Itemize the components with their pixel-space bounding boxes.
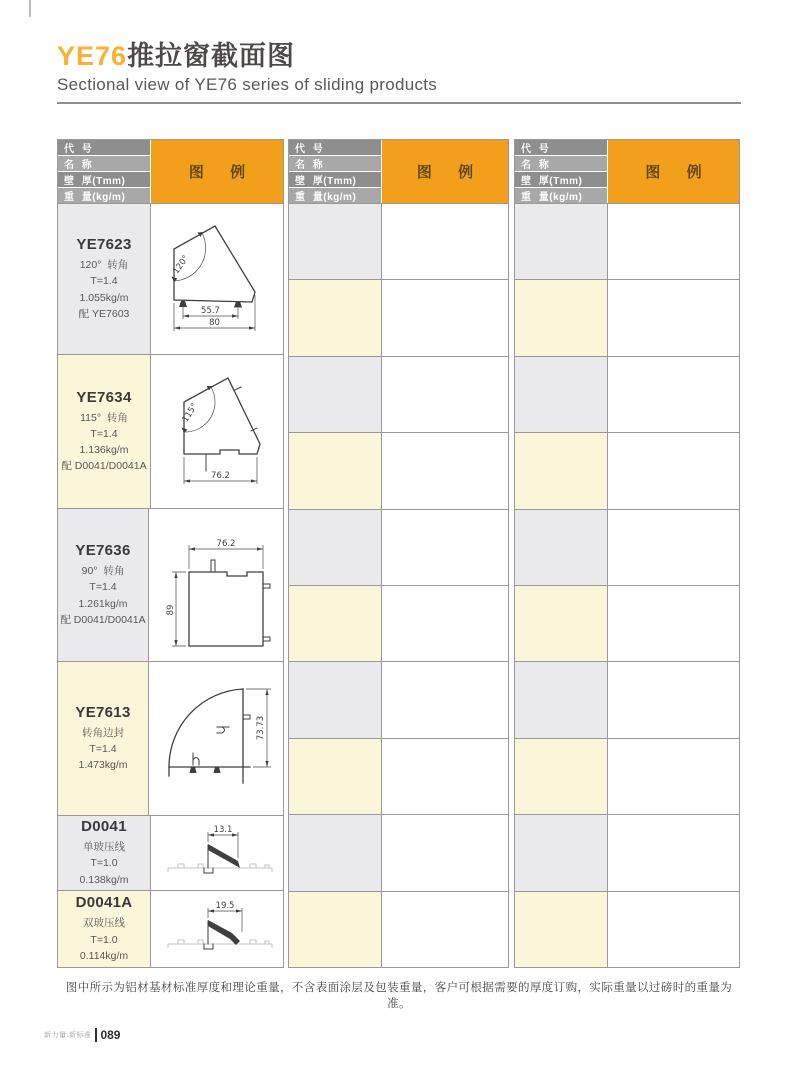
dim-label-top: 13.1 xyxy=(213,824,233,835)
empty-drawing-cell xyxy=(382,280,508,355)
header-cell-thickness: 壁 厚(Tmm) xyxy=(289,172,381,187)
header-cell-name: 名 称 xyxy=(515,156,607,171)
empty-row xyxy=(515,586,739,662)
product-drawing-cell xyxy=(149,662,283,814)
empty-drawing-cell xyxy=(382,739,508,814)
product-code: D0041A xyxy=(75,894,133,912)
empty-row xyxy=(289,662,508,738)
empty-info-cell xyxy=(289,662,382,737)
product-thickness: T=1.4 xyxy=(89,581,117,594)
table-1-header xyxy=(58,140,283,204)
empty-row xyxy=(289,815,508,891)
profile-drawing-ye7623 xyxy=(154,220,280,338)
dim-label-top: 76.2 xyxy=(216,539,236,549)
dim-label-angle: 120° xyxy=(171,253,192,277)
product-table-2 xyxy=(288,139,509,968)
header-label-column xyxy=(58,140,150,203)
empty-drawing-cell xyxy=(382,892,508,967)
empty-drawing-cell xyxy=(382,815,508,890)
product-name: 转角边封 xyxy=(82,726,124,739)
empty-row xyxy=(289,586,508,662)
table-3-body xyxy=(515,204,739,967)
profile-drawing-d0041 xyxy=(154,823,280,883)
empty-drawing-cell xyxy=(608,815,739,890)
empty-row xyxy=(289,892,508,967)
header-cell-thickness: 壁 厚(Tmm) xyxy=(58,172,150,187)
header-cell-weight: 重 量(kg/m) xyxy=(515,188,607,203)
empty-info-cell xyxy=(515,662,608,737)
empty-drawing-cell xyxy=(382,433,508,508)
empty-info-cell xyxy=(515,892,608,967)
product-table-1 xyxy=(57,139,284,968)
product-row-ye7623 xyxy=(58,204,283,355)
header-label-column xyxy=(515,140,607,203)
product-weight: 1.055kg/m xyxy=(79,291,129,304)
product-weight: 0.114kg/m xyxy=(79,949,129,962)
empty-row xyxy=(289,510,508,586)
product-code: D0041 xyxy=(81,818,127,836)
profile-drawing-ye7613 xyxy=(149,673,283,803)
empty-drawing-cell xyxy=(382,510,508,585)
product-info-d0041a xyxy=(58,891,151,967)
empty-row xyxy=(515,433,739,509)
product-row-ye7613 xyxy=(58,662,283,815)
dim-label-right: 73.73 xyxy=(256,716,266,741)
crop-mark xyxy=(29,0,31,17)
profile-drawing-ye7636 xyxy=(149,518,283,652)
empty-drawing-cell xyxy=(608,586,739,661)
product-pair: 配 D0041/D0041A xyxy=(60,613,146,626)
title-divider xyxy=(57,102,741,104)
page-title xyxy=(57,42,741,72)
product-pair: 配 YE7603 xyxy=(78,307,130,320)
empty-row xyxy=(515,892,739,967)
empty-row xyxy=(289,433,508,509)
dim-label-left: 89 xyxy=(166,604,176,616)
product-row-d0041a xyxy=(58,891,283,967)
product-code: YE7634 xyxy=(76,388,132,406)
product-drawing-cell xyxy=(151,816,283,891)
header-cell-name: 名 称 xyxy=(58,156,150,171)
dim-label-bottom: 76.2 xyxy=(211,470,230,481)
table-1-body xyxy=(58,204,283,967)
header-label-column xyxy=(289,140,381,203)
product-weight: 0.138kg/m xyxy=(79,873,129,886)
product-code: YE7623 xyxy=(76,236,132,254)
empty-row xyxy=(289,204,508,280)
empty-row xyxy=(515,510,739,586)
empty-info-cell xyxy=(515,433,608,508)
brand-slogan: 新力量.新标准 xyxy=(44,1032,92,1039)
header-cell-thickness: 壁 厚(Tmm) xyxy=(515,172,607,187)
empty-info-cell xyxy=(289,815,382,890)
empty-row xyxy=(515,662,739,738)
empty-drawing-cell xyxy=(608,892,739,967)
product-code: YE7636 xyxy=(75,541,131,559)
table-2-body xyxy=(289,204,508,967)
product-drawing-cell xyxy=(151,355,283,507)
header-cell-legend: 图 例 xyxy=(608,140,739,203)
empty-row xyxy=(515,280,739,356)
product-info-ye7636 xyxy=(58,509,149,661)
product-code: YE7613 xyxy=(75,703,131,721)
product-pair: 配 D0041/D0041A xyxy=(61,460,147,473)
empty-drawing-cell xyxy=(608,433,739,508)
empty-drawing-cell xyxy=(382,662,508,737)
empty-row xyxy=(515,204,739,280)
empty-row xyxy=(289,357,508,433)
product-name: 90° 转角 xyxy=(81,564,125,577)
empty-row xyxy=(515,357,739,433)
empty-row xyxy=(289,280,508,356)
product-drawing-cell xyxy=(151,204,283,354)
product-row-d0041 xyxy=(58,816,283,892)
product-name: 双玻压线 xyxy=(83,917,125,930)
product-thickness: T=1.0 xyxy=(90,857,118,870)
table-2-header xyxy=(289,140,508,204)
page-title-cn: 推拉窗截面图 xyxy=(127,41,296,71)
profile-drawing-d0041a xyxy=(154,899,280,959)
product-info-d0041 xyxy=(58,816,151,891)
product-info-ye7634 xyxy=(58,355,151,507)
header-cell-code: 代 号 xyxy=(289,140,381,155)
product-row-ye7636 xyxy=(58,509,283,662)
product-drawing-cell xyxy=(151,891,283,967)
header-cell-name: 名 称 xyxy=(289,156,381,171)
product-drawing-cell xyxy=(149,509,283,661)
empty-drawing-cell xyxy=(608,204,739,279)
page-footer xyxy=(44,1028,120,1042)
empty-drawing-cell xyxy=(382,204,508,279)
empty-drawing-cell xyxy=(382,586,508,661)
empty-info-cell xyxy=(289,510,382,585)
header-cell-weight: 重 量(kg/m) xyxy=(58,188,150,203)
profile-drawing-ye7634 xyxy=(154,370,280,494)
empty-info-cell xyxy=(289,204,382,279)
product-thickness: T=1.4 xyxy=(90,275,118,288)
empty-drawing-cell xyxy=(608,357,739,432)
product-name: 120° 转角 xyxy=(79,259,129,272)
dim-label-inner: 55.7 xyxy=(201,306,220,317)
page-number: 089 xyxy=(95,1028,120,1042)
empty-info-cell xyxy=(289,357,382,432)
product-weight: 1.136kg/m xyxy=(79,444,129,457)
empty-info-cell xyxy=(515,815,608,890)
product-thickness: T=1.4 xyxy=(90,427,118,440)
empty-info-cell xyxy=(515,280,608,355)
empty-info-cell xyxy=(289,586,382,661)
empty-info-cell xyxy=(515,357,608,432)
empty-drawing-cell xyxy=(608,739,739,814)
empty-info-cell xyxy=(515,586,608,661)
tables-area xyxy=(57,139,740,968)
header-cell-legend: 图 例 xyxy=(151,140,283,203)
header-cell-code: 代 号 xyxy=(515,140,607,155)
product-name: 单玻压线 xyxy=(83,841,125,854)
product-thickness: T=1.4 xyxy=(89,742,117,755)
empty-info-cell xyxy=(289,280,382,355)
empty-info-cell xyxy=(515,739,608,814)
empty-row xyxy=(289,739,508,815)
product-weight: 1.261kg/m xyxy=(78,597,128,610)
empty-row xyxy=(515,815,739,891)
dim-label-angle: 115° xyxy=(180,401,200,424)
empty-info-cell xyxy=(289,739,382,814)
footer-note: 图中所示为铝材基材标准厚度和理论重量，不含表面涂层及包装重量，客户可根据需要的厚度订购，实际重量以过磅时的重量为准。 xyxy=(65,982,733,1010)
header-cell-code: 代 号 xyxy=(58,140,150,155)
product-table-3 xyxy=(514,139,740,968)
empty-drawing-cell xyxy=(608,510,739,585)
empty-row xyxy=(515,739,739,815)
page-subtitle: Sectional view of YE76 series of sliding products xyxy=(57,74,438,94)
product-info-ye7613 xyxy=(58,662,149,814)
empty-drawing-cell xyxy=(608,662,739,737)
product-row-ye7634 xyxy=(58,355,283,508)
header-cell-weight: 重 量(kg/m) xyxy=(289,188,381,203)
empty-drawing-cell xyxy=(382,357,508,432)
product-weight: 1.473kg/m xyxy=(78,759,128,772)
empty-info-cell xyxy=(289,433,382,508)
empty-info-cell xyxy=(515,204,608,279)
dim-label-top: 19.5 xyxy=(215,901,235,912)
product-thickness: T=1.0 xyxy=(90,933,118,946)
page-title-series: YE76 xyxy=(57,41,128,71)
product-name: 115° 转角 xyxy=(80,411,128,424)
empty-info-cell xyxy=(289,892,382,967)
empty-drawing-cell xyxy=(608,280,739,355)
product-info-ye7623 xyxy=(58,204,151,354)
header-cell-legend: 图 例 xyxy=(382,140,508,203)
table-3-header xyxy=(515,140,739,204)
empty-info-cell xyxy=(515,510,608,585)
page-header xyxy=(57,42,741,104)
dim-label-outer: 80 xyxy=(209,318,220,329)
